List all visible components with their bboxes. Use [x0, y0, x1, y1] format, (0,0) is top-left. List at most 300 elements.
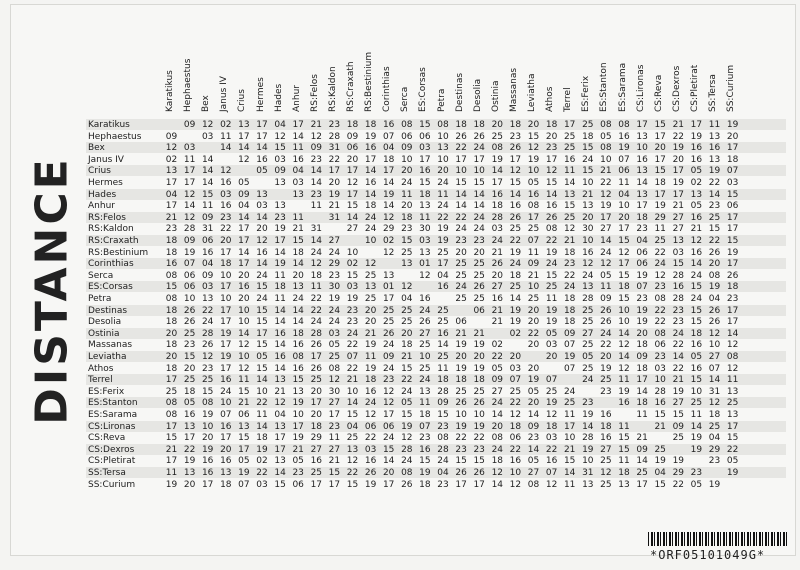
distance-cell: 19 [364, 363, 377, 374]
distance-cell: 18 [364, 375, 377, 386]
distance-cell: 11 [292, 212, 304, 223]
distance-cell: 16 [600, 410, 612, 420]
distance-cell: 24 [509, 259, 522, 270]
distance-cell: 19 [382, 189, 395, 200]
distance-cell: 17 [382, 166, 395, 177]
distance-cell: 14 [491, 410, 504, 420]
distance-cell: 22 [310, 305, 323, 316]
distance-cell: 26 [364, 468, 377, 478]
distance-cell: 20 [473, 247, 485, 258]
distance-cell: 19 [201, 444, 214, 455]
distance-cell: 17 [690, 120, 703, 130]
distance-cell: 15 [672, 259, 685, 270]
column-header-label: Serca [400, 86, 411, 112]
distance-cell: 19 [292, 433, 304, 444]
distance-cell: 10 [582, 456, 594, 467]
distance-cell: 23 [220, 212, 232, 223]
distance-cell: 09 [201, 270, 214, 281]
column-header-label: RS:Bestinium [364, 51, 375, 112]
distance-cell: 15 [274, 479, 286, 490]
page-title-text: DISTANCE [26, 155, 78, 425]
distance-cell: 04 [382, 143, 395, 154]
distance-cell: 02 [382, 236, 395, 246]
row-header: Anhur [88, 201, 115, 212]
distance-cell: 15 [455, 178, 467, 188]
distance-cell: 15 [238, 433, 250, 444]
distance-cell: 06 [183, 270, 196, 281]
distance-cell: 12 [364, 259, 377, 270]
distance-cell: 08 [491, 143, 504, 154]
distance-cell: 14 [527, 410, 540, 420]
distance-cell: 09 [636, 352, 648, 362]
distance-cell: 31 [582, 468, 594, 478]
distance-cell: 17 [310, 352, 323, 362]
column-header-label: ES:Corsas [418, 67, 429, 112]
distance-cell: 22 [346, 363, 359, 374]
distance-cell: 14 [201, 166, 214, 177]
distance-cell: 10 [473, 410, 485, 420]
distance-cell: 21 [491, 247, 504, 258]
distance-cell: 14 [274, 363, 286, 374]
distance-cell: 18 [165, 236, 178, 246]
distance-cell: 11 [708, 120, 721, 130]
distance-cell: 14 [292, 317, 304, 328]
row-header: Hermes [88, 178, 123, 188]
distance-cell: 04 [238, 201, 250, 212]
distance-cell: 21 [346, 375, 359, 386]
distance-cell: 20 [491, 120, 504, 130]
distance-cell: 06 [636, 259, 648, 270]
distance-cell: 16 [364, 143, 377, 154]
distance-cell: 14 [509, 294, 522, 304]
distance-cell: 10 [364, 236, 377, 246]
distance-cell: 11 [310, 282, 323, 293]
distance-cell: 14 [473, 201, 485, 212]
distance-cell: 24 [401, 178, 413, 188]
distance-cell: 06 [238, 410, 250, 420]
distance-cell: 24 [256, 294, 268, 304]
row-header: Desolia [88, 317, 122, 328]
distance-cell: 20 [527, 340, 540, 351]
distance-cell: 26 [310, 363, 323, 374]
distance-cell: 18 [292, 328, 304, 339]
distance-cell: 17 [419, 154, 431, 165]
distance-cell: 11 [563, 166, 576, 177]
distance-cell: 17 [726, 259, 739, 270]
distance-cell: 12 [382, 247, 395, 258]
distance-cell: 08 [165, 294, 178, 304]
distance-cell: 16 [491, 294, 504, 304]
distance-cell: 21 [654, 421, 666, 432]
distance-cell: 11 [563, 479, 576, 490]
distance-cell: 12 [346, 178, 359, 188]
distance-cell: 16 [220, 421, 232, 432]
distance-cell: 14 [310, 236, 323, 246]
column-header-label: Ostinia [490, 80, 501, 112]
distance-cell: 25 [545, 282, 558, 293]
distance-cell: 23 [328, 270, 341, 281]
distance-cell: 14 [346, 212, 359, 223]
distance-cell: 18 [654, 178, 666, 188]
distance-cell: 18 [636, 398, 648, 409]
column-header-label: RS:Felos [309, 74, 320, 112]
distance-cell: 23 [455, 444, 467, 455]
row-header: SS:Tersa [88, 468, 126, 478]
distance-cell: 23 [545, 143, 558, 154]
distance-cell: 15 [582, 166, 594, 177]
distance-cell: 18 [509, 270, 522, 281]
distance-cell: 26 [509, 212, 522, 223]
distance-cell: 21 [672, 201, 685, 212]
distance-cell: 10 [654, 375, 666, 386]
distance-cell: 12 [545, 479, 558, 490]
distance-cell: 04 [346, 421, 359, 432]
distance-cell: 07 [545, 375, 558, 386]
distance-cell: 18 [165, 317, 178, 328]
distance-cell: 10 [563, 433, 576, 444]
distance-cell: 03 [491, 224, 504, 235]
distance-cell: 09 [274, 166, 286, 177]
distance-cell: 07 [346, 352, 359, 362]
distance-cell: 03 [183, 143, 196, 154]
distance-cell: 15 [509, 178, 522, 188]
distance-cell: 20 [165, 328, 178, 339]
distance-cell: 19 [364, 131, 377, 142]
distance-cell: 19 [274, 259, 286, 270]
distance-cell: 23 [708, 456, 721, 467]
distance-cell: 12 [238, 363, 250, 374]
distance-cell: 25 [310, 375, 323, 386]
distance-cell: 07 [183, 259, 196, 270]
distance-cell: 10 [220, 294, 232, 304]
distance-cell: 10 [292, 410, 304, 420]
distance-cell: 22 [672, 340, 685, 351]
distance-cell: 24 [382, 340, 395, 351]
distance-cell: 14 [256, 375, 268, 386]
distance-cell: 15 [455, 456, 467, 467]
distance-cell: 28 [201, 328, 214, 339]
distance-cell: 11 [618, 456, 630, 467]
distance-cell: 11 [654, 224, 666, 235]
distance-cell: 27 [346, 224, 359, 235]
distance-cell: 23 [165, 224, 178, 235]
distance-cell: 04 [165, 189, 178, 200]
distance-cell: 07 [563, 340, 576, 351]
distance-cell: 20 [328, 178, 341, 188]
distance-cell: 23 [382, 375, 395, 386]
distance-cell: 14 [563, 178, 576, 188]
distance-cell: 26 [509, 143, 522, 154]
distance-cell: 14 [238, 328, 250, 339]
distance-cell: 16 [582, 247, 594, 258]
distance-cell: 22 [672, 363, 685, 374]
distance-cell: 21 [165, 444, 178, 455]
distance-cell: 26 [473, 131, 485, 142]
distance-cell: 25 [563, 131, 576, 142]
distance-cell: 24 [473, 212, 485, 223]
row-header: Bex [88, 143, 105, 154]
distance-cell: 17 [364, 154, 377, 165]
distance-cell: 22 [220, 224, 232, 235]
distance-cell: 18 [419, 189, 431, 200]
distance-cell: 06 [618, 166, 630, 177]
distance-cell: 18 [563, 317, 576, 328]
distance-cell: 17 [654, 154, 666, 165]
distance-cell: 20 [256, 224, 268, 235]
distance-cell: 11 [618, 375, 630, 386]
distance-cell: 23 [563, 259, 576, 270]
distance-cell: 19 [328, 189, 341, 200]
distance-cell: 16 [419, 444, 431, 455]
distance-cell: 12 [600, 468, 612, 478]
distance-cell: 12 [401, 282, 413, 293]
distance-cell: 25 [455, 294, 467, 304]
distance-cell: 05 [256, 166, 268, 177]
distance-cell: 17 [220, 433, 232, 444]
distance-cell: 17 [165, 178, 178, 188]
distance-cell: 16 [509, 456, 522, 467]
distance-cell: 12 [509, 166, 522, 177]
distance-cell: 22 [708, 236, 721, 246]
distance-cell: 13 [382, 270, 395, 281]
distance-cell: 15 [708, 224, 721, 235]
distance-cell: 08 [401, 120, 413, 130]
distance-cell: 24 [382, 433, 395, 444]
distance-cell: 24 [364, 212, 377, 223]
distance-cell: 12 [220, 166, 232, 177]
distance-cell: 21 [672, 375, 685, 386]
distance-cell: 23 [310, 154, 323, 165]
distance-cell: 11 [201, 201, 214, 212]
distance-cell: 13 [401, 259, 413, 270]
distance-cell: 14 [201, 178, 214, 188]
distance-cell: 18 [382, 154, 395, 165]
distance-cell: 24 [437, 201, 449, 212]
distance-cell: 09 [491, 375, 504, 386]
distance-cell: 25 [364, 270, 377, 281]
distance-cell: 03 [292, 178, 304, 188]
distance-cell: 04 [636, 236, 648, 246]
distance-cell: 24 [419, 305, 431, 316]
distance-cell: 18 [292, 247, 304, 258]
distance-cell: 09 [165, 131, 178, 142]
distance-cell: 25 [708, 212, 721, 223]
distance-cell: 11 [165, 468, 178, 478]
distance-cell: 06 [292, 479, 304, 490]
distance-cell: 12 [509, 410, 522, 420]
distance-cell: 24 [328, 247, 341, 258]
distance-cell: 26 [708, 247, 721, 258]
distance-cell: 14 [708, 189, 721, 200]
distance-cell: 05 [256, 352, 268, 362]
distance-cell: 18 [636, 363, 648, 374]
distance-cell: 20 [654, 143, 666, 154]
distance-cell: 19 [636, 305, 648, 316]
distance-cell: 27 [527, 468, 540, 478]
distance-cell: 19 [527, 375, 540, 386]
distance-cell: 19 [473, 363, 485, 374]
distance-cell: 25 [726, 398, 739, 409]
distance-cell: 17 [636, 201, 648, 212]
distance-cell: 08 [545, 224, 558, 235]
distance-cell: 06 [401, 131, 413, 142]
distance-cell: 16 [636, 154, 648, 165]
distance-cell: 13 [238, 421, 250, 432]
distance-cell: 17 [220, 305, 232, 316]
column-header-label: Petra [436, 88, 447, 112]
distance-cell: 10 [238, 352, 250, 362]
distance-cell: 26 [183, 305, 196, 316]
distance-cell: 23 [582, 398, 594, 409]
distance-cell: 14 [636, 178, 648, 188]
distance-cell: 09 [600, 294, 612, 304]
distance-cell: 13 [274, 421, 286, 432]
distance-cell: 15 [563, 456, 576, 467]
distance-cell: 16 [563, 154, 576, 165]
distance-cell: 16 [654, 398, 666, 409]
distance-cell: 25 [563, 212, 576, 223]
distance-cell: 03 [201, 282, 214, 293]
distance-cell: 24 [310, 317, 323, 328]
distance-cell: 23 [527, 433, 540, 444]
distance-cell: 16 [220, 456, 232, 467]
distance-cell: 14 [274, 247, 286, 258]
row-header: CS:Pletirat [88, 456, 136, 467]
distance-cell: 29 [654, 212, 666, 223]
distance-cell: 24 [310, 247, 323, 258]
row-header: Karatikus [88, 120, 130, 130]
distance-cell: 05 [582, 352, 594, 362]
distance-cell: 26 [419, 317, 431, 328]
distance-cell: 26 [473, 398, 485, 409]
distance-cell: 19 [183, 247, 196, 258]
distance-cell: 15 [437, 410, 449, 420]
distance-cell: 23 [455, 236, 467, 246]
distance-cell: 10 [618, 317, 630, 328]
distance-cell: 12 [256, 236, 268, 246]
distance-cell: 08 [201, 398, 214, 409]
distance-cell: 16 [690, 247, 703, 258]
column-header-label: ES:Ferix [581, 75, 592, 112]
distance-cell: 19 [600, 201, 612, 212]
distance-cell: 10 [455, 166, 467, 177]
distance-cell: 17 [600, 212, 612, 223]
distance-cell: 17 [455, 154, 467, 165]
distance-cell: 24 [382, 363, 395, 374]
distance-cell: 13 [708, 154, 721, 165]
row-header: Terrel [88, 375, 113, 386]
distance-cell: 17 [201, 479, 214, 490]
distance-cell: 15 [201, 386, 214, 397]
distance-cell: 17 [165, 375, 178, 386]
row-header: Janus IV [88, 154, 124, 165]
distance-cell: 22 [600, 178, 612, 188]
distance-cell: 16 [183, 410, 196, 420]
distance-cell: 18 [310, 270, 323, 281]
distance-cell: 19 [726, 468, 739, 478]
distance-cell: 17 [256, 131, 268, 142]
distance-cell: 25 [165, 386, 178, 397]
distance-cell: 14 [256, 421, 268, 432]
distance-cell: 20 [183, 479, 196, 490]
distance-cell: 14 [491, 166, 504, 177]
distance-cell: 03 [201, 131, 214, 142]
distance-cell: 17 [726, 305, 739, 316]
distance-cell: 14 [672, 352, 685, 362]
distance-cell: 17 [636, 479, 648, 490]
distance-cell: 18 [636, 340, 648, 351]
distance-cell: 10 [437, 154, 449, 165]
distance-cell: 17 [220, 282, 232, 293]
distance-cell: 12 [545, 410, 558, 420]
distance-cell: 24 [455, 224, 467, 235]
distance-cell: 23 [401, 224, 413, 235]
distance-cell: 07 [636, 282, 648, 293]
distance-cell: 10 [618, 305, 630, 316]
distance-cell: 23 [274, 212, 286, 223]
distance-cell: 08 [600, 143, 612, 154]
distance-cell: 16 [364, 456, 377, 467]
distance-cell: 13 [582, 282, 594, 293]
distance-cell: 07 [382, 131, 395, 142]
distance-cell: 16 [220, 201, 232, 212]
distance-cell: 25 [437, 305, 449, 316]
distance-cell: 19 [654, 201, 666, 212]
distance-cell: 09 [437, 398, 449, 409]
distance-cell: 13 [364, 282, 377, 293]
distance-cell: 28 [401, 444, 413, 455]
distance-cell: 22 [563, 270, 576, 281]
distance-cell: 19 [455, 421, 467, 432]
distance-cell: 25 [382, 305, 395, 316]
distance-cell: 10 [238, 317, 250, 328]
distance-cell: 05 [183, 398, 196, 409]
distance-cell: 15 [527, 131, 540, 142]
distance-cell: 15 [165, 433, 178, 444]
distance-cell: 17 [220, 340, 232, 351]
distance-cell: 26 [455, 398, 467, 409]
distance-cell: 12 [310, 131, 323, 142]
distance-cell: 07 [238, 479, 250, 490]
distance-cell: 12 [310, 259, 323, 270]
distance-cell: 11 [437, 189, 449, 200]
distance-cell: 25 [509, 282, 522, 293]
distance-cell: 09 [563, 328, 576, 339]
distance-cell: 09 [527, 259, 540, 270]
distance-cell: 20 [455, 247, 467, 258]
distance-cell: 16 [201, 247, 214, 258]
distance-cell: 14 [238, 247, 250, 258]
distance-cell: 04 [292, 166, 304, 177]
distance-cell: 08 [165, 410, 178, 420]
distance-cell: 14 [238, 143, 250, 154]
distance-cell: 05 [401, 398, 413, 409]
distance-cell: 15 [654, 120, 666, 130]
distance-cell: 18 [726, 282, 739, 293]
distance-cell: 10 [600, 154, 612, 165]
distance-cell: 03 [256, 479, 268, 490]
distance-cell: 28 [328, 131, 341, 142]
distance-cell: 17 [726, 224, 739, 235]
distance-cell: 10 [636, 143, 648, 154]
distance-cell: 10 [473, 166, 485, 177]
distance-cell: 15 [328, 468, 341, 478]
distance-cell: 24 [563, 282, 576, 293]
distance-cell: 15 [401, 236, 413, 246]
distance-cell: 15 [690, 375, 703, 386]
distance-cell: 20 [509, 352, 522, 362]
distance-cell: 11 [600, 282, 612, 293]
